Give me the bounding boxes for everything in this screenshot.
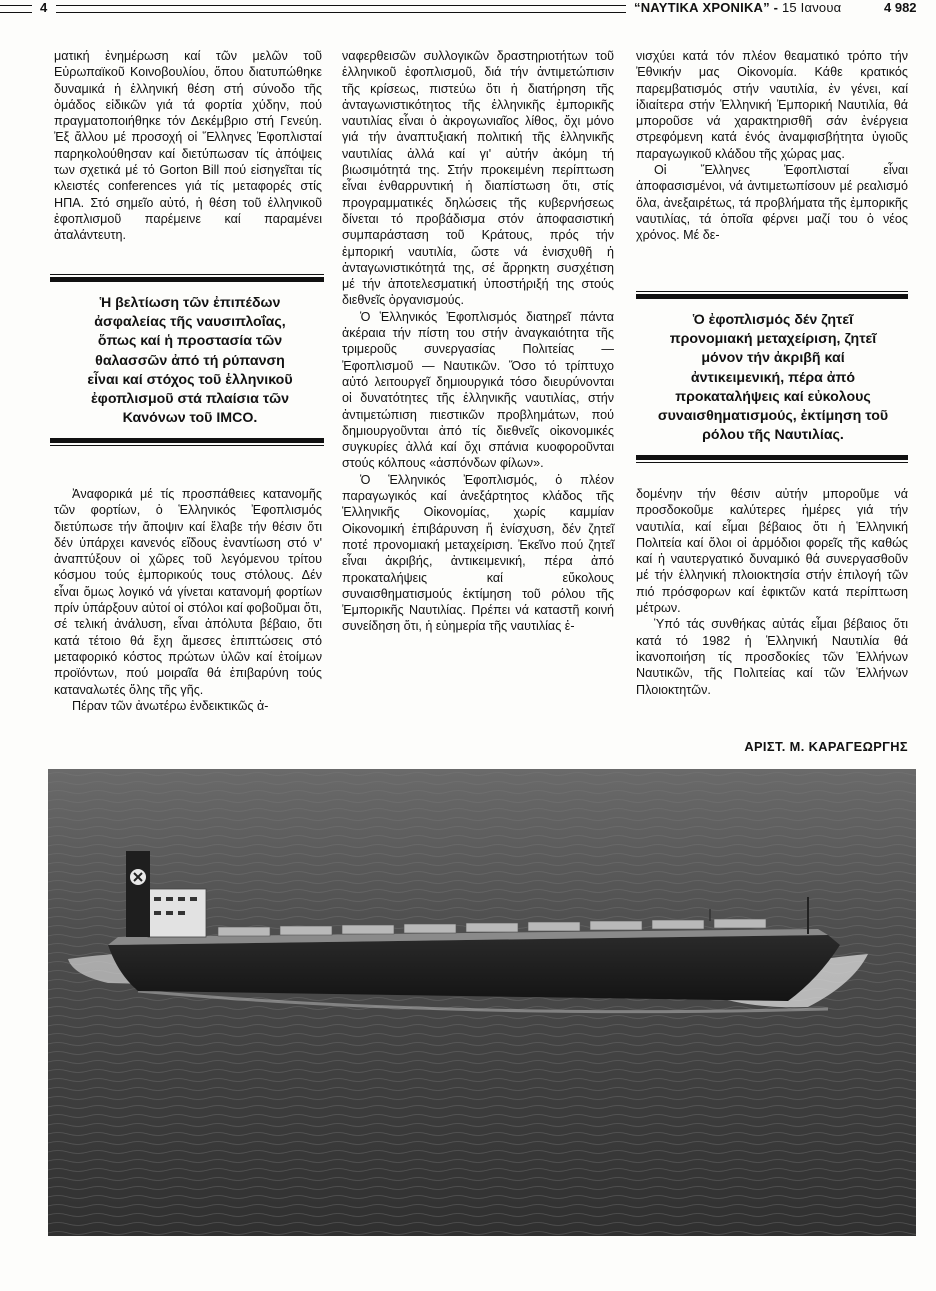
pull-quote-rule-bottom-thin bbox=[50, 445, 324, 446]
column-3-paragraph-2: Οἱ Ἕλληνες Ἐφοπλισταί εἶναι ἀποφασισμένοι, νά ἀντιμετωπίσουν μέ ρεαλισμό ὅλα, ἀνεξαιρέτως, τά προβλήματα τῆς ἐμπορικῆς ναυτιλίας, τά ὁποῖα φέρνει μαζί του ὁ νέος χρόνος. Μέ δε- bbox=[636, 163, 908, 243]
pull-quote-left bbox=[50, 274, 324, 446]
pull-quote-rule-bottom bbox=[50, 438, 324, 443]
pull-quote-right-rule-bottom-thin bbox=[636, 462, 908, 463]
pull-quote-right bbox=[636, 291, 908, 463]
column-3-paragraph-1: νισχύει κατά τόν πλέον θεαματικό τρόπο τήν Ἐθνικήν μας Οἰκονομία. Κάθε κρατικός παρεμβατισμός στήν ναυτιλία, ἐν γένει, καί ἰδιαίτερα στήν Ἑλληνική Ἐμπορική Ναυτιλία, θά μποροῦσε νά χαρακτηρισθῆ σάν ἐνέργεια στρεφόμενη κατά ἑνός ἀναμφισβήτητα ὑγιοῦς παραγωγικοῦ κλάδου τῆς χώρας μας. bbox=[636, 49, 908, 161]
column-2-paragraph-1: ναφερθεισῶν συλλογικῶν δραστηριοτήτων τοῦ ἑλληνικοῦ ἐφοπλισμοῦ, διά τήν ἀντιμετώπισιν τῆς κρίσεως, πιστεύω ὅτι ἡ διατήρηση τῆς ἀνταγωνιστικότητος τῆς ἑλληνικῆς ἐμπορικῆς ναυτιλίας εἶναι ὁ ἀκρογωνιαῖος λίθος, ὄχι μόνο γιά τήν ἀναπτυξιακή πολιτική τῆς ἑλληνικῆς ναυτιλίας ἀλλά καί γι' αὐτήν ἀκόμη τή βιωσιμότητά της. Στήν προκειμένη περίπτωση εἶναι ἐνθαρρυντική ἡ διαπίστωση ὅτι, στίς προγραμματικές δηλώσεις τῆς κυβερνήσεως δίνεται τό προβάδισμα στόν ἀποφασιστική συμπαράσταση τοῦ Κράτους, πρός τήν ἐμπορική ναυτιλία, ὥστε νά ἐνισχυθῆ ἡ ἀνταγωνιστικότητά της, σέ ἄρρηκτη συσχέτιση μέ τήν ἀποτελεσματική ὑποστήριξή της στούς διεθνεῖς ὀργανισμούς. bbox=[342, 49, 614, 308]
header-rule-left bbox=[0, 5, 32, 13]
pull-quote-right-text: Ὁ ἐφοπλισμός δέν ζητεῖ προνομιακή μεταχείριση, ζητεῖ μόνον τήν ἀκριβῆ καί ἀντικειμενική, πέρα ἀπό προκαταλήψεις καί εὐκολους συναισθηματισμούς, ἐκτίμηση τοῦ ρόλου τῆς Ναυτιλίας. bbox=[657, 312, 889, 444]
publication-title bbox=[634, 0, 841, 15]
ship-hull bbox=[108, 935, 840, 1001]
author-signature: ΑΡΙΣΤ. Μ. ΚΑΡΑΓΕΩΡΓΗΣ bbox=[744, 739, 908, 754]
page-number-right: 4 982 bbox=[884, 0, 917, 15]
column-2-paragraph-3: Ὁ Ἑλληνικός Ἐφοπλισμός, ὁ πλέον παραγωγικός καί ἀνεξάρτητος κλάδος τῆς Ἑλληνικῆς Οἰκονομίας, χωρίς καμμίαν Οἰκονομική ἐπιβάρυνση ἤ ἐνίσχυση, δέν ζητεῖ ποτέ προνομιακή μεταχείριση. Ἐκεῖνο πού ζητεῖ εἶναι ἀκριβής, ἀντικειμενική, πέρα ἀπό προκαταλήψεις καί εὔκολους συναισθηματισμούς ἐκτίμηση τοῦ ρόλου τῆς Ἐμπορικῆς Ναυτιλίας. Πρέπει νά καταστῆ κοινή συνείδηση ὅτι, ἡ εὐημερία τῆς ναυτιλίας ἐ- bbox=[342, 472, 614, 634]
column-3-bottom bbox=[636, 486, 908, 698]
pull-quote-rule-top-thin bbox=[50, 274, 324, 275]
column-1-bottom bbox=[54, 486, 322, 714]
column-1-paragraph-1: ματική ἐνημέρωση καί τῶν μελῶν τοῦ Εὐρωπαϊκοῦ Κοινοβουλίου, ὅπου διατυπώθηκε δυναμικά ἡ ἑλληνική θέση στή σύνοδο τῆς ὁμάδος εἰδικῶν γιά τά φορτία χύδην, πού πραγματοποιήθηκε τόν Δεκέμβριο στή Γενεύη. Ἐξ ἄλλου μέ προσοχή οἱ Ἕλληνες Ἐφοπλισταί παρηκολούθησαν καί διετύπωσαν τίς ἀπόψεις των σχετικά μέ τό Gorton Bill πού εἰσηγεῖται τίς κλειστές conferences γιά τίς μεταφορές στίς ΗΠΑ. Στό σημεῖο αὐτό, ἡ θέση τοῦ ἑλληνικοῦ ἐφοπλισμοῦ παρέμεινε καί παραμένει ἀταλάντευτη. bbox=[54, 49, 322, 243]
page-header bbox=[0, 0, 936, 24]
ship-photo-illustration bbox=[48, 769, 916, 1236]
pull-quote-left-text: Ἡ βελτίωση τῶν ἐπιπέδων ἀσφαλείας τῆς ναυσιπλοΐας, ὅπως καί ἡ προστασία τῶν θαλασσῶν ἀπό τή ρύπανση εἶναι καί στόχος τοῦ ἑλληνικοῦ ἐφοπλισμοῦ στά πλαίσια τῶν Κανόνων τοῦ IMCO. bbox=[87, 295, 293, 427]
column-1-paragraph-2: Ἀναφορικά μέ τίς προσπάθειες κατανομῆς τῶν φορτίων, ὁ Ἑλληνικός Ἐφοπλισμός διετύπωσε τήν ἄποψιν καί ἔλαβε τήν θέσιν ὅτι δέν ὑπάρχει κανενός εἴδους ἐναντίωση στό ν' ἀναπτύξουν οἱ χῶρες τοῦ λεγόμενου τρίτου κόσμου τούς ἐμπορικούς τους στόλους. Δέν εἶναι ὅμως λογικό νά γίνεται κατανομή φορτίων πρίν ὑπάρξουν αὐτοί οἱ στόλοι καί φοβοῦμαι ὅτι, σέ τελική ἀνάλυση, εἶναι ἀπόλυτα βέβαιο, ὅτι κατά τέτοιο θά ἔχη ἄμεσες ἐπιπτώσεις στό μεταφορικό κόστος πρώτων ὑλῶν καί ἑτοίμων προϊόντων, πού μοιραῖα θά ἐπιβαρύνη τούς καταναλωτές ὅλης τῆς γῆς. bbox=[54, 487, 322, 697]
column-2 bbox=[342, 48, 614, 635]
page-number-left: 4 bbox=[40, 0, 48, 15]
column-2-paragraph-2: Ὁ Ἑλληνικός Ἐφοπλισμός διατηρεῖ πάντα ἀκέραια τήν πίστη του στήν ἀναγκαιότητα τῆς τριμεροῦς συνεργασίας Πολιτείας — Ἐφοπλισμοῦ — Ναυτικῶν. Ὅσο τό τρίπτυχο αὐτό λειτουργεῖ δημιουργικά τόσο διευρύνονται οἱ δυνατότητες τῆς ἑλληνικῆς ναυτιλίας, στήν ἀντιμετώπιση πιεστικῶν προβλημάτων, πού δημιουργοῦνται ἀπό τίς διεθνεῖς οἰκονομικές συγκυρίες ἀλλά καί ὄχι σπάνια κυοφοροῦνται στούς κόλπους «ἀσπόνδων φίλων». bbox=[342, 309, 614, 471]
pull-quote-right-rule-bottom bbox=[636, 455, 908, 460]
publication-name: “ΝΑΥΤΙΚΑ ΧΡΟΝΙΚΑ” - bbox=[634, 0, 779, 15]
column-3-paragraph-3: δομένην τήν θέσιν αὐτήν μποροῦμε νά προσδοκοῦμε καλύτερες ἡμέρες γιά τήν ναυτιλία, καί εἶμαι βέβαιος ὅτι ἡ Ἑλληνική Πολιτεία καί ὅλοι οἱ ἁρμόδιοι φορεῖς τῆς καθώς καί ἡ ναυτεργατικό δυναμικό θά συνεργασθοῦν μέ τήν ἑλληνική πλοιοκτησία στήν ἐπιλογή τῶν πιό πρόσφορων καί ἐφικτῶν κατά περίπτωση μέτρων. bbox=[636, 487, 908, 616]
ship-funnel bbox=[126, 851, 150, 937]
bulk-carrier-ship-photo bbox=[48, 769, 916, 1236]
pull-quote-right-rule-top-thin bbox=[636, 291, 908, 292]
column-3-paragraph-4: Ὑπό τάς συνθήκας αὐτάς εἶμαι βέβαιος ὅτι κατά τό 1982 ἡ Ἑλληνική Ναυτιλία θά ἱκανοποιήση τίς προσδοκίες τῶν Ἑλλήνων Ναυτικῶν, τῆς Πολιτείας καί τῶν Ἑλλήνων Πλοιοκτητῶν. bbox=[636, 617, 908, 697]
column-1-paragraph-3: Πέραν τῶν ἀνωτέρω ἐνδεικτικῶς ἀ- bbox=[72, 698, 269, 713]
column-1-top bbox=[54, 48, 322, 244]
column-3-top bbox=[636, 48, 908, 244]
issue-date: 15 Ιανουα bbox=[782, 0, 842, 15]
header-rule-main bbox=[56, 5, 626, 13]
